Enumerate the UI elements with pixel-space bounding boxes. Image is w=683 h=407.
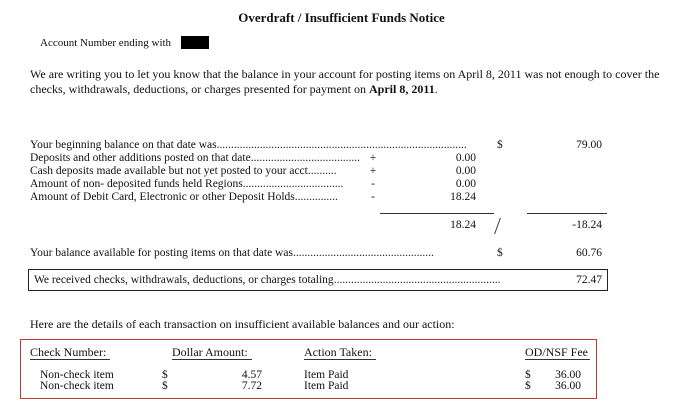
header-fee-underline <box>525 359 590 360</box>
non-deposited-funds-value: 0.00 <box>455 178 476 190</box>
deposit-holds-value: 18.24 <box>450 191 476 203</box>
non-deposited-funds-label: Amount of non- deposited funds held Regions................................... <box>30 178 344 190</box>
subtotal-value: 18.24 <box>450 219 476 231</box>
received-total-label: We received checks, withdrawals, deductions, or charges totaling.......................................................... <box>34 274 501 286</box>
received-total-value: 72.47 <box>576 274 602 286</box>
header-dollar-amount-underline <box>172 359 252 360</box>
transaction-row-1-fee-sign: $ <box>525 369 531 381</box>
transaction-row-1-amount: 4.57 <box>241 369 262 381</box>
transaction-row-2-fee: 36.00 <box>555 380 581 392</box>
header-fee: OD/NSF Fee <box>525 345 589 359</box>
beginning-balance-value: 79.00 <box>576 139 602 151</box>
transaction-row-2-action: Item Paid <box>304 380 349 392</box>
deposits-value: 0.00 <box>455 152 476 164</box>
header-action-taken: Action Taken: <box>304 345 372 359</box>
details-intro: Here are the details of each transaction on insufficient available balances and our action: <box>30 317 455 331</box>
header-dollar-amount: Dollar Amount: <box>172 345 248 359</box>
intro-period: . <box>434 82 438 96</box>
subtotal-rule <box>380 213 494 214</box>
deposit-holds-sign: - <box>371 191 375 203</box>
header-check-number: Check Number: <box>30 345 107 359</box>
transaction-row-1-action: Item Paid <box>304 369 349 381</box>
transaction-row-2-check: Non-check item <box>40 380 114 392</box>
total-rule <box>527 213 607 214</box>
deposit-holds-label: Amount of Debit Card, Electronic or other Deposit Holds............... <box>30 191 338 203</box>
available-balance-dollar: $ <box>497 247 503 259</box>
deposits-sign: + <box>369 152 377 164</box>
transaction-row-1-dollar-sign: $ <box>162 369 168 381</box>
transaction-row-1-check: Non-check item <box>40 369 114 381</box>
header-action-taken-underline <box>304 359 376 360</box>
account-number-label: Account Number ending with <box>40 37 172 49</box>
header-check-number-underline <box>30 359 110 360</box>
transaction-row-1-fee: 36.00 <box>555 369 581 381</box>
cash-deposits-sign: + <box>369 165 377 177</box>
subtotal-right-value: -18.24 <box>572 219 602 231</box>
available-balance-label: Your balance available for posting items on that date was................................................. <box>30 247 434 259</box>
transaction-row-2-amount: 7.72 <box>241 380 262 392</box>
cash-deposits-label: Cash deposits made available but not yet posted to your acct.......... <box>30 165 337 177</box>
beginning-balance-label: Your beginning balance on that date was....................................................................................... <box>30 139 467 151</box>
notice-title: Overdraft / Insufficient Funds Notice <box>238 10 445 25</box>
cash-deposits-value: 0.00 <box>455 165 476 177</box>
deposits-label: Deposits and other additions posted on that date...................................... <box>30 152 360 164</box>
intro-bold-date: April 8, 2011 <box>369 82 435 96</box>
subtotal-tick <box>494 218 501 234</box>
transaction-row-2-fee-sign: $ <box>525 380 531 392</box>
non-deposited-funds-sign: - <box>371 178 375 190</box>
beginning-balance-dollar: $ <box>497 139 503 151</box>
transaction-row-2-dollar-sign: $ <box>162 380 168 392</box>
intro-text: We are writing you to let you know that the balance in your account for posting items on April 8, 2011 was not enough to cover the checks, withdrawals, deductions, or charges presented for payment on <box>30 67 660 96</box>
available-balance-value: 60.76 <box>576 247 602 259</box>
redacted-account-number <box>181 36 209 49</box>
intro-paragraph <box>30 67 660 97</box>
